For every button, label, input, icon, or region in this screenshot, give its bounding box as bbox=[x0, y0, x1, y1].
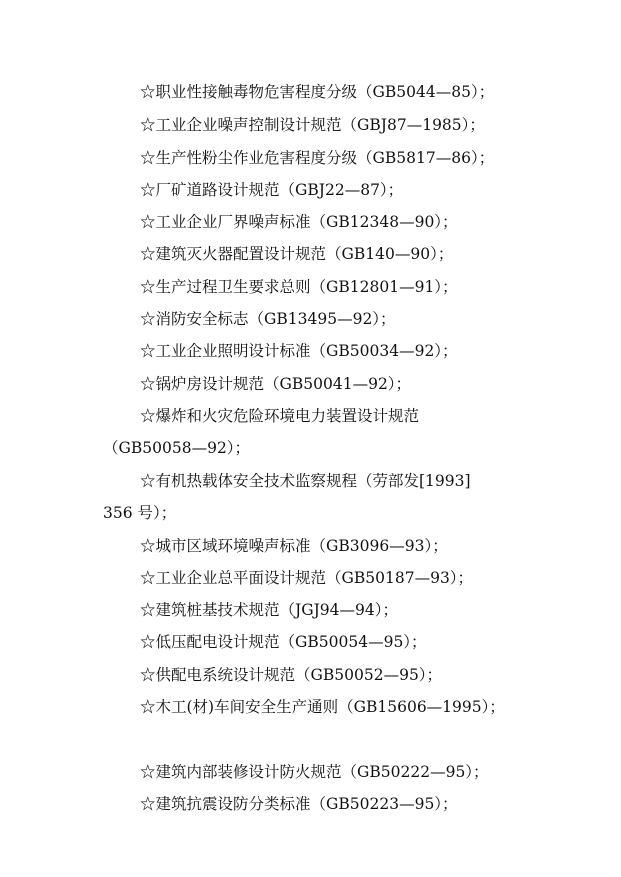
standard-item: ☆生产过程卫生要求总则（GB12801—91）； bbox=[140, 278, 458, 296]
standard-item: ☆城市区域环境噪声标准（GB3096—93）； bbox=[140, 537, 448, 555]
standard-item: ☆建筑桩基技术规范（JGJ94—94）； bbox=[140, 601, 399, 619]
standard-item: ☆工业企业厂界噪声标准（GB12348—90）； bbox=[140, 213, 458, 231]
standard-item: ☆工业企业照明设计标准（GB50034—92）； bbox=[140, 342, 458, 360]
standard-item: ☆建筑灭火器配置设计规范（GB140—90）； bbox=[140, 245, 454, 263]
standard-item: ☆供配电系统设计规范（GB50052—95）； bbox=[140, 666, 443, 684]
standard-item: ☆建筑内部装修设计防火规范（GB50222—95）； bbox=[140, 763, 489, 781]
standard-item: ☆生产性粉尘作业危害程度分级（GB5817—86）； bbox=[140, 149, 495, 167]
standard-item: ☆低压配电设计规范（GB50054—95）； bbox=[140, 633, 427, 651]
standard-item: ☆工业企业总平面设计规范（GB50187—93）； bbox=[140, 569, 474, 587]
standard-item: ☆职业性接触毒物危害程度分级（GB5044—85）； bbox=[140, 83, 495, 101]
standard-item: ☆工业企业噪声控制设计规范（GBJ87—1985）； bbox=[140, 116, 485, 134]
standard-item-continuation: （GB50058—92）； bbox=[103, 439, 251, 457]
standard-item: ☆厂矿道路设计规范（GBJ22—87）； bbox=[140, 181, 404, 199]
standard-item: ☆有机热载体安全技术监察规程（劳部发[1993] bbox=[140, 472, 471, 490]
standard-item: ☆建筑抗震设防分类标准（GB50223—95）； bbox=[140, 795, 458, 813]
standard-item: ☆爆炸和火灾危险环境电力装置设计规范 bbox=[140, 407, 420, 425]
standard-item: ☆消防安全标志（GB13495—92）； bbox=[140, 310, 396, 328]
standard-item: ☆木工(材)车间安全生产通则（GB15606—1995）； bbox=[140, 698, 505, 716]
standard-item-continuation: 356 号）； bbox=[103, 504, 177, 522]
standard-item: ☆锅炉房设计规范（GB50041—92）； bbox=[140, 375, 412, 393]
